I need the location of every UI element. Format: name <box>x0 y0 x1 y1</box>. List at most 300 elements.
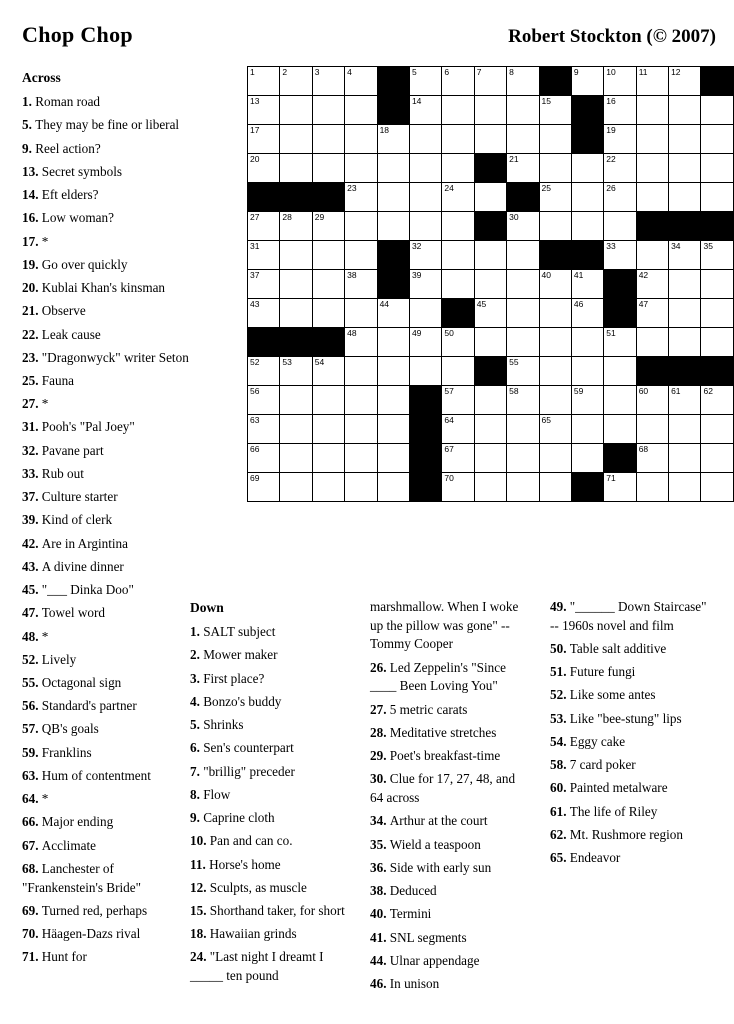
grid-cell[interactable] <box>539 386 571 415</box>
grid-cell[interactable] <box>312 386 344 415</box>
grid-cell[interactable] <box>636 241 668 270</box>
grid-cell-number: 21 <box>509 154 519 164</box>
clue-text: "Dragonwyck" writer Seton <box>41 349 189 365</box>
grid-cell[interactable] <box>442 67 474 96</box>
grid-cell-number: 59 <box>573 386 584 396</box>
grid-cell[interactable] <box>604 154 636 183</box>
grid-block-cell <box>312 183 344 212</box>
grid-cell[interactable] <box>312 154 344 183</box>
down-clue <box>190 786 350 805</box>
grid-cell[interactable] <box>604 67 636 96</box>
grid-cell[interactable] <box>280 241 312 270</box>
clue-number: 16. <box>22 210 42 226</box>
clue-number: 28. <box>370 724 390 740</box>
across-clue <box>22 651 194 670</box>
grid-row <box>248 212 734 241</box>
grid-cell[interactable] <box>604 125 636 154</box>
grid-cell-number: 11 <box>638 67 648 77</box>
grid-cell[interactable] <box>312 270 344 299</box>
grid-cell[interactable] <box>701 415 734 444</box>
grid-block-cell <box>280 183 312 212</box>
grid-cell[interactable] <box>474 183 506 212</box>
grid-cell[interactable] <box>248 386 280 415</box>
clue-text: Kublai Khan's kinsman <box>41 280 166 296</box>
grid-cell-number: 37 <box>250 270 260 280</box>
grid-cell[interactable] <box>409 241 441 270</box>
grid-cell[interactable] <box>474 96 506 125</box>
grid-cell[interactable] <box>507 386 539 415</box>
clue-number: 44. <box>370 952 390 968</box>
clue-number: 3. <box>190 670 204 686</box>
grid-cell[interactable] <box>474 415 506 444</box>
grid-cell[interactable] <box>636 415 668 444</box>
across-clue <box>22 744 194 763</box>
grid-cell[interactable] <box>539 328 571 357</box>
grid-cell[interactable] <box>669 328 701 357</box>
grid-cell[interactable] <box>669 96 701 125</box>
clue-number: 63. <box>22 767 42 783</box>
clue-text: Turned red, perhaps <box>41 902 148 918</box>
grid-cell[interactable] <box>280 67 312 96</box>
grid-cell-number: 47 <box>638 299 649 309</box>
grid-cell[interactable] <box>312 357 344 386</box>
grid-cell[interactable] <box>701 183 734 212</box>
grid-cell[interactable] <box>377 415 409 444</box>
down-clue <box>550 826 710 845</box>
grid-cell[interactable] <box>571 212 603 241</box>
grid-cell[interactable] <box>280 125 312 154</box>
grid-cell[interactable] <box>474 67 506 96</box>
grid-cell[interactable] <box>474 444 506 473</box>
grid-cell-number: 24 <box>444 183 454 193</box>
grid-cell[interactable] <box>248 241 280 270</box>
clue-text: Shorthand taker, for short <box>209 902 345 918</box>
grid-cell[interactable] <box>636 67 668 96</box>
clue-text: Like "bee-stung" lips <box>569 710 682 726</box>
grid-cell[interactable] <box>248 96 280 125</box>
grid-cell-number: 9 <box>573 67 579 77</box>
grid-cell[interactable] <box>409 183 441 212</box>
grid-cell[interactable] <box>539 357 571 386</box>
grid-cell[interactable] <box>377 299 409 328</box>
grid-cell[interactable] <box>701 386 734 415</box>
grid-cell[interactable] <box>571 183 603 212</box>
grid-cell[interactable] <box>409 154 441 183</box>
grid-cell[interactable] <box>442 241 474 270</box>
grid-cell[interactable] <box>312 125 344 154</box>
down-clue <box>190 739 350 758</box>
grid-cell[interactable] <box>636 154 668 183</box>
grid-cell[interactable] <box>701 299 734 328</box>
clue-text: Franklins <box>41 744 92 760</box>
grid-cell[interactable] <box>280 154 312 183</box>
across-clue <box>22 488 194 507</box>
grid-cell[interactable] <box>377 125 409 154</box>
grid-cell-number: 38 <box>347 270 357 280</box>
grid-cell[interactable] <box>701 154 734 183</box>
grid-cell[interactable] <box>248 299 280 328</box>
down-clue <box>550 803 710 822</box>
grid-cell-number: 69 <box>250 473 260 483</box>
grid-cell[interactable] <box>571 444 603 473</box>
grid-cell[interactable] <box>604 96 636 125</box>
clue-number: 30. <box>370 771 390 787</box>
grid-cell[interactable] <box>604 241 636 270</box>
down-clue <box>190 902 350 921</box>
clue-number: 8. <box>190 786 204 802</box>
grid-cell[interactable] <box>442 212 474 241</box>
grid-cell[interactable] <box>507 473 539 502</box>
grid-cell-number: 51 <box>606 328 616 338</box>
grid-cell[interactable] <box>345 444 377 473</box>
grid-cell[interactable] <box>669 183 701 212</box>
grid-block-cell <box>377 241 409 270</box>
grid-cell[interactable] <box>701 270 734 299</box>
across-clue <box>22 93 194 112</box>
grid-cell[interactable] <box>669 473 701 502</box>
grid-cell[interactable] <box>312 415 344 444</box>
grid-cell[interactable] <box>474 328 506 357</box>
grid-cell[interactable] <box>248 67 280 96</box>
clue-number: 49. <box>550 599 570 614</box>
grid-cell[interactable] <box>280 386 312 415</box>
grid-cell[interactable] <box>701 328 734 357</box>
grid-cell[interactable] <box>409 270 441 299</box>
grid-cell[interactable] <box>604 473 636 502</box>
grid-cell[interactable] <box>248 473 280 502</box>
grid-cell-number: 60 <box>638 386 649 396</box>
across-clue <box>22 233 194 252</box>
grid-cell[interactable] <box>280 212 312 241</box>
grid-block-cell <box>409 473 441 502</box>
grid-cell[interactable] <box>312 299 344 328</box>
grid-cell[interactable] <box>345 386 377 415</box>
grid-cell-number: 56 <box>250 386 260 396</box>
grid-cell[interactable] <box>442 473 474 502</box>
grid-cell[interactable] <box>507 357 539 386</box>
grid-cell[interactable] <box>409 328 441 357</box>
grid-cell[interactable] <box>280 270 312 299</box>
clue-text: Caprine cloth <box>203 810 275 826</box>
grid-cell[interactable] <box>636 473 668 502</box>
grid-cell[interactable] <box>377 328 409 357</box>
grid-cell[interactable] <box>280 357 312 386</box>
grid-cell[interactable] <box>604 183 636 212</box>
clue-number: 4. <box>190 693 204 709</box>
down-clue-list-2 <box>370 598 530 994</box>
grid-cell[interactable] <box>669 444 701 473</box>
grid-cell[interactable] <box>539 125 571 154</box>
grid-cell[interactable] <box>507 444 539 473</box>
grid-cell[interactable] <box>507 125 539 154</box>
grid-cell[interactable] <box>636 183 668 212</box>
grid-cell[interactable] <box>539 212 571 241</box>
grid-cell[interactable] <box>571 154 603 183</box>
grid-cell[interactable] <box>539 415 571 444</box>
grid-block-cell <box>474 357 506 386</box>
grid-cell[interactable] <box>604 357 636 386</box>
grid-cell[interactable] <box>507 212 539 241</box>
clue-text: Endeavor <box>569 850 621 866</box>
grid-cell[interactable] <box>345 473 377 502</box>
clue-number: 14. <box>22 187 42 203</box>
clue-text: Are in Argintina <box>41 535 128 551</box>
clue-number: 19. <box>22 256 42 272</box>
grid-cell[interactable] <box>280 299 312 328</box>
grid-cell[interactable] <box>669 67 701 96</box>
grid-cell[interactable] <box>571 386 603 415</box>
grid-cell[interactable] <box>345 212 377 241</box>
down-clue <box>550 686 710 705</box>
grid-cell[interactable] <box>539 444 571 473</box>
grid-cell[interactable] <box>377 212 409 241</box>
grid-cell[interactable] <box>571 270 603 299</box>
grid-cell[interactable] <box>507 415 539 444</box>
clue-number: 6. <box>190 740 204 756</box>
clue-number: 23. <box>22 349 42 365</box>
grid-cell[interactable] <box>409 96 441 125</box>
grid-cell[interactable] <box>669 299 701 328</box>
grid-cell[interactable] <box>701 241 734 270</box>
grid-cell[interactable] <box>636 299 668 328</box>
grid-cell-number: 22 <box>606 154 616 164</box>
clue-number: 1. <box>190 624 204 640</box>
grid-cell[interactable] <box>636 96 668 125</box>
grid-cell[interactable] <box>409 125 441 154</box>
grid-cell[interactable] <box>409 67 441 96</box>
down-clue <box>190 925 350 944</box>
grid-cell[interactable] <box>377 154 409 183</box>
clue-number: 11. <box>190 856 210 872</box>
grid-cell[interactable] <box>280 96 312 125</box>
across-clue <box>22 720 194 739</box>
grid-cell[interactable] <box>507 299 539 328</box>
clue-text: Deduced <box>389 883 437 899</box>
clue-text: Acclimate <box>41 837 96 853</box>
down-clue <box>190 879 350 898</box>
grid-cell[interactable] <box>474 473 506 502</box>
grid-cell[interactable] <box>345 125 377 154</box>
grid-cell[interactable] <box>442 328 474 357</box>
grid-cell[interactable] <box>507 328 539 357</box>
grid-cell[interactable] <box>377 473 409 502</box>
grid-row <box>248 241 734 270</box>
grid-cell[interactable] <box>604 328 636 357</box>
grid-cell[interactable] <box>669 415 701 444</box>
grid-row <box>248 270 734 299</box>
grid-table[interactable] <box>247 66 734 502</box>
clue-number: 64. <box>22 791 42 807</box>
grid-cell[interactable] <box>248 125 280 154</box>
grid-cell[interactable] <box>539 299 571 328</box>
grid-cell[interactable] <box>248 415 280 444</box>
grid-cell[interactable] <box>669 241 701 270</box>
grid-cell[interactable] <box>636 270 668 299</box>
clue-text: Poet's breakfast-time <box>389 748 501 764</box>
grid-cell[interactable] <box>474 241 506 270</box>
grid-cell[interactable] <box>345 415 377 444</box>
grid-cell[interactable] <box>669 270 701 299</box>
grid-cell[interactable] <box>312 212 344 241</box>
clue-number: 27. <box>22 396 42 412</box>
grid-cell[interactable] <box>312 444 344 473</box>
grid-cell[interactable] <box>377 444 409 473</box>
grid-cell[interactable] <box>669 125 701 154</box>
grid-cell[interactable] <box>539 154 571 183</box>
clue-text: Hum of contentment <box>41 767 151 783</box>
grid-cell[interactable] <box>345 183 377 212</box>
grid-cell[interactable] <box>507 270 539 299</box>
grid-cell[interactable] <box>442 125 474 154</box>
grid-cell[interactable] <box>442 386 474 415</box>
grid-cell[interactable] <box>507 96 539 125</box>
grid-cell[interactable] <box>345 67 377 96</box>
grid-cell[interactable] <box>507 67 539 96</box>
clue-number: 53. <box>550 710 570 726</box>
grid-cell[interactable] <box>571 415 603 444</box>
grid-cell[interactable] <box>377 183 409 212</box>
grid-cell[interactable] <box>571 357 603 386</box>
clue-text: Standard's partner <box>41 698 137 714</box>
clue-number: 9. <box>22 140 36 156</box>
grid-cell[interactable] <box>507 154 539 183</box>
grid-cell-number: 17 <box>250 125 260 135</box>
clue-text: Pan and can co. <box>209 833 293 849</box>
grid-cell[interactable] <box>345 299 377 328</box>
grid-cell[interactable] <box>345 154 377 183</box>
grid-cell[interactable] <box>409 299 441 328</box>
grid-cell[interactable] <box>312 473 344 502</box>
grid-cell[interactable] <box>604 415 636 444</box>
grid-cell-number: 26 <box>606 183 616 193</box>
grid-block-cell <box>377 96 409 125</box>
grid-cell-number: 52 <box>250 357 260 367</box>
grid-cell[interactable] <box>409 212 441 241</box>
grid-cell[interactable] <box>701 473 734 502</box>
clue-number: 32. <box>22 442 42 458</box>
grid-cell[interactable] <box>312 96 344 125</box>
grid-cell[interactable] <box>248 212 280 241</box>
grid-cell[interactable] <box>442 357 474 386</box>
grid-cell[interactable] <box>442 270 474 299</box>
grid-cell[interactable] <box>636 386 668 415</box>
grid-cell[interactable] <box>345 357 377 386</box>
down-clue <box>370 701 530 720</box>
clue-text: Major ending <box>41 814 114 830</box>
clue-number: 5. <box>190 717 204 733</box>
grid-cell[interactable] <box>248 357 280 386</box>
grid-cell[interactable] <box>539 270 571 299</box>
down-clue <box>550 733 710 752</box>
across-clue <box>22 302 194 321</box>
grid-cell-number: 54 <box>314 357 325 367</box>
across-clue <box>22 790 194 809</box>
across-clue <box>22 186 194 205</box>
grid-block-cell <box>474 154 506 183</box>
grid-cell[interactable] <box>669 154 701 183</box>
grid-cell-number: 12 <box>671 67 681 77</box>
grid-cell[interactable] <box>669 386 701 415</box>
grid-cell[interactable] <box>636 125 668 154</box>
grid-block-cell <box>571 241 603 270</box>
down-clue <box>370 770 530 807</box>
grid-cell[interactable] <box>539 96 571 125</box>
clue-number: 25. <box>22 372 42 388</box>
grid-cell[interactable] <box>248 154 280 183</box>
grid-cell[interactable] <box>636 444 668 473</box>
grid-cell[interactable] <box>571 299 603 328</box>
across-clue <box>22 442 194 461</box>
clue-number: 52. <box>22 651 42 667</box>
clue-text: Culture starter <box>41 489 118 505</box>
grid-cell[interactable] <box>474 125 506 154</box>
grid-cell[interactable] <box>442 444 474 473</box>
grid-cell[interactable] <box>701 96 734 125</box>
grid-cell[interactable] <box>345 270 377 299</box>
grid-cell[interactable] <box>701 444 734 473</box>
grid-cell[interactable] <box>248 444 280 473</box>
grid-cell[interactable] <box>442 183 474 212</box>
grid-cell-number: 25 <box>541 183 551 193</box>
grid-cell[interactable] <box>409 357 441 386</box>
grid-cell[interactable] <box>345 328 377 357</box>
clue-text: Side with early sun <box>389 859 492 875</box>
grid-cell[interactable] <box>312 241 344 270</box>
grid-cell[interactable] <box>442 154 474 183</box>
down-clue <box>370 659 530 696</box>
grid-cell[interactable] <box>507 241 539 270</box>
grid-cell[interactable] <box>345 241 377 270</box>
clue-text: Painted metalware <box>569 780 668 796</box>
grid-cell[interactable] <box>636 328 668 357</box>
grid-cell-number: 14 <box>411 96 422 106</box>
grid-cell[interactable] <box>442 415 474 444</box>
grid-cell[interactable] <box>377 357 409 386</box>
grid-cell[interactable] <box>280 444 312 473</box>
grid-cell[interactable] <box>474 386 506 415</box>
grid-cell[interactable] <box>604 386 636 415</box>
grid-cell[interactable] <box>539 183 571 212</box>
grid-cell[interactable] <box>442 96 474 125</box>
grid-cell-number: 50 <box>444 328 454 338</box>
grid-cell-number: 44 <box>379 299 390 309</box>
down-clue <box>370 836 530 855</box>
grid-block-cell <box>507 183 539 212</box>
grid-block-cell <box>571 473 603 502</box>
grid-cell[interactable] <box>377 386 409 415</box>
grid-cell[interactable] <box>571 67 603 96</box>
clue-text: Observe <box>41 303 86 319</box>
crossword-grid[interactable] <box>247 66 734 502</box>
grid-cell[interactable] <box>539 473 571 502</box>
grid-cell[interactable] <box>345 96 377 125</box>
grid-cell[interactable] <box>312 67 344 96</box>
grid-cell[interactable] <box>571 328 603 357</box>
grid-cell[interactable] <box>474 299 506 328</box>
grid-cell[interactable] <box>604 212 636 241</box>
grid-cell-number: 61 <box>671 386 681 396</box>
clue-number: 59. <box>22 744 42 760</box>
grid-cell[interactable] <box>280 473 312 502</box>
across-clues-column <box>22 68 194 972</box>
grid-cell[interactable] <box>474 270 506 299</box>
across-clue <box>22 558 194 577</box>
grid-row <box>248 328 734 357</box>
down-clues-column-2 <box>370 598 530 998</box>
grid-cell[interactable] <box>248 270 280 299</box>
grid-cell[interactable] <box>701 125 734 154</box>
grid-cell[interactable] <box>280 415 312 444</box>
